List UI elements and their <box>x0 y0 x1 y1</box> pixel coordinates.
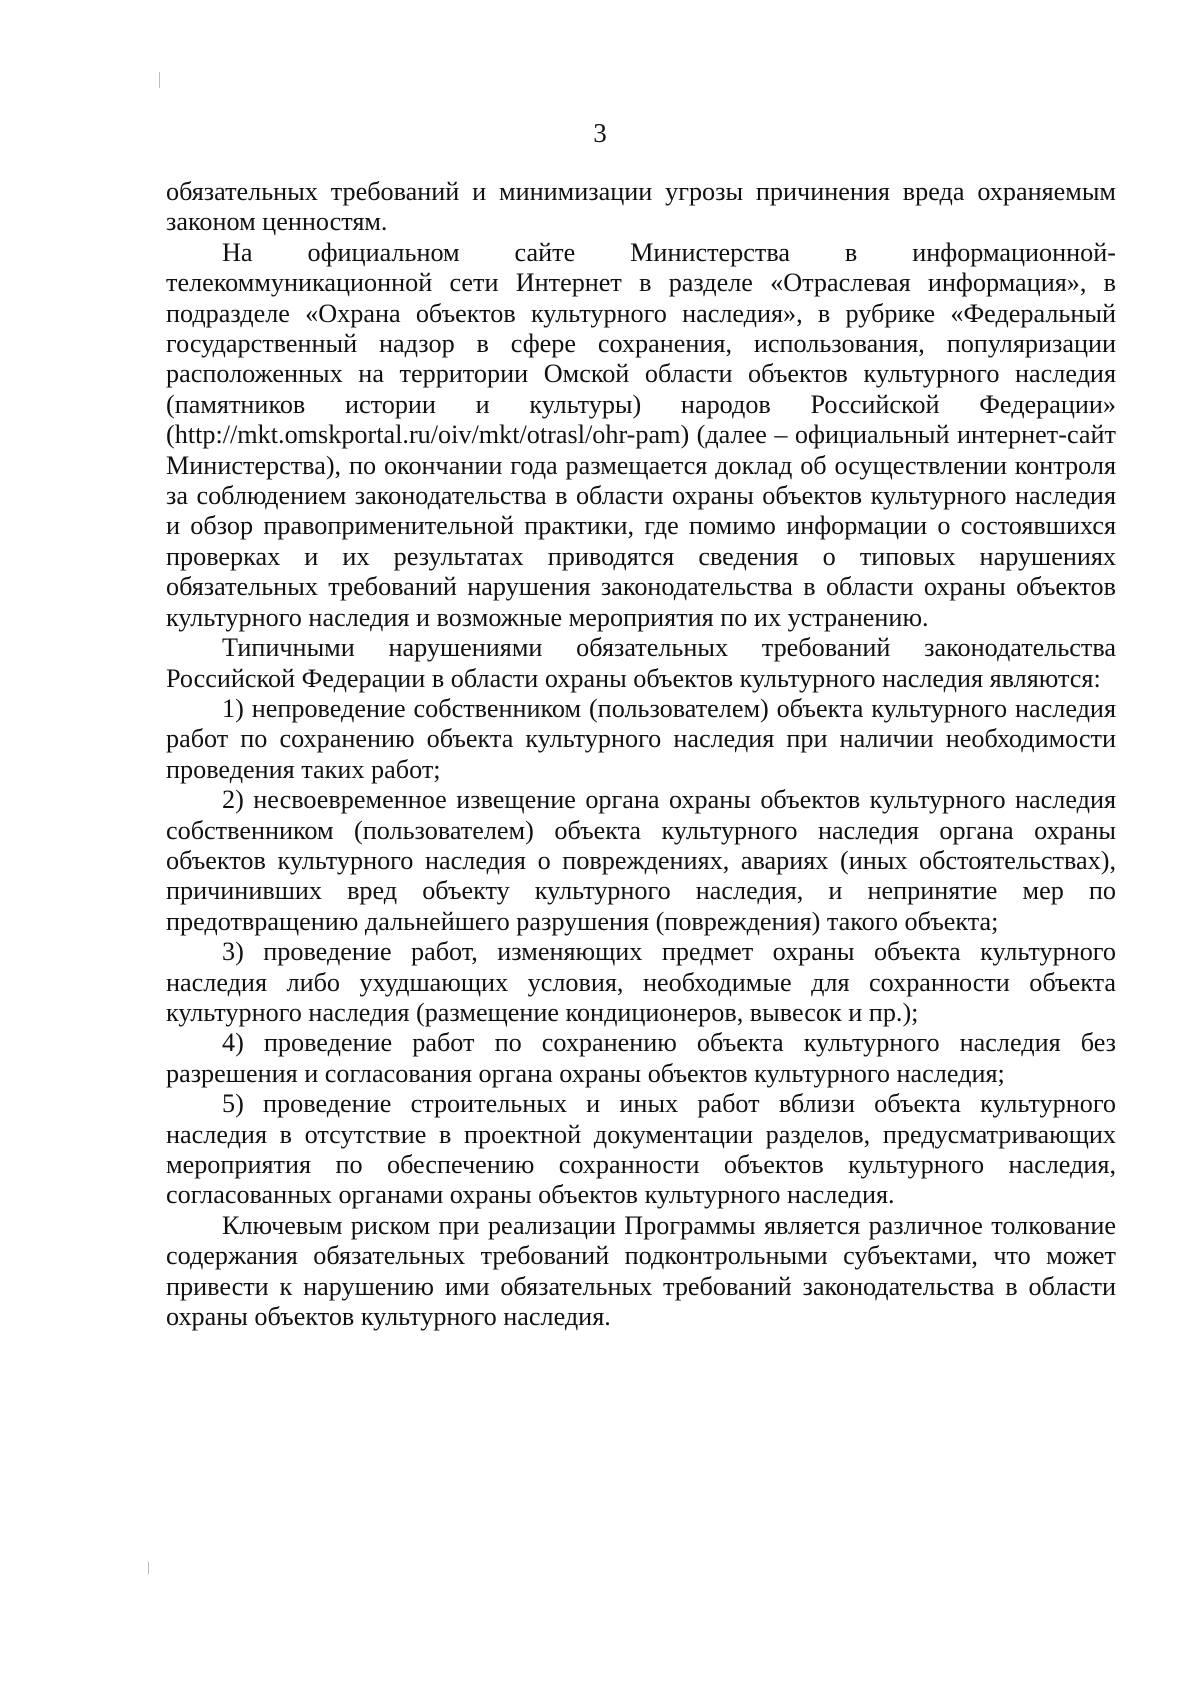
list-item-3: 3) проведение работ, изменяющих предмет охраны объекта культурного наследия либо ухудшающих условия, необходимые для сохранности объекта культурного наследия (размещение кондиционеров, вывесок и пр.); <box>166 937 1116 1027</box>
scan-mark-bottom-left <box>148 1562 149 1574</box>
paragraph-typical-violations: Типичными нарушениями обязательных требований законодательства Российской Федерации в области охраны объектов культурного наследия являются: <box>166 633 1116 693</box>
list-item-2: 2) несвоевременное извещение органа охраны объектов культурного наследия собственником (пользователем) объекта культурного наследия органа охраны объектов культурного наследия о повреждениях, авариях (иных обстоятельствах), причинивших вред объекту культурного наследия, и непринятие мер по предотвращению дальнейшего разрушения (повреждения) такого объекта; <box>166 785 1116 936</box>
list-item-4: 4) проведение работ по сохранению объекта культурного наследия без разрешения и согласования органа охраны объектов культурного наследия; <box>166 1028 1116 1088</box>
list-item-1: 1) непроведение собственником (пользователем) объекта культурного наследия работ по сохранению объекта культурного наследия при наличии необходимости проведения таких работ; <box>166 693 1116 784</box>
scan-mark-top-left <box>159 72 160 88</box>
paragraph-official-site: На официальном сайте Министерства в информационной-телекоммуникационной сети Интернет в разделе «Отраслевая информация», в подразделе «Охрана объектов культурного наследия», в рубрике «Федеральный государственный надзор в сфере сохранения, использования, популяризации расположенных на территории Омской области объектов культурного наследия (памятников истории и культуры) народов Российской Федерации» (http://mkt.omskportal.ru/oiv/mkt/otrasl/ohr-pam) (далее – официальный интернет-сайт Министерства), по окончании года размещается доклад об осуществлении контроля за соблюдением законодательства в области охраны объектов культурного наследия и обзор правоприменительной практики, где помимо информации о состоявшихся проверках и их результатах приводятся сведения о типовых нарушениях обязательных требований нарушения законодательства в области охраны объектов культурного наследия и возможные мероприятия по их устранению. <box>166 237 1116 632</box>
document-body <box>166 177 1116 1332</box>
paragraph-continuation: обязательных требований и минимизации угрозы причинения вреда охраняемым законом ценностям. <box>166 177 1116 237</box>
list-item-5: 5) проведение строительных и иных работ вблизи объекта культурного наследия в отсутствие в проектной документации разделов, предусматривающих мероприятия по обеспечению сохранности объектов культурного наследия, согласованных органами охраны объектов культурного наследия. <box>166 1089 1116 1210</box>
paragraph-key-risk: Ключевым риском при реализации Программы является различное толкование содержания обязательных требований подконтрольными субъектами, что может привести к нарушению ими обязательных требований законодательства в области охраны объектов культурного наследия. <box>166 1210 1116 1332</box>
page-number: 3 <box>593 118 607 148</box>
